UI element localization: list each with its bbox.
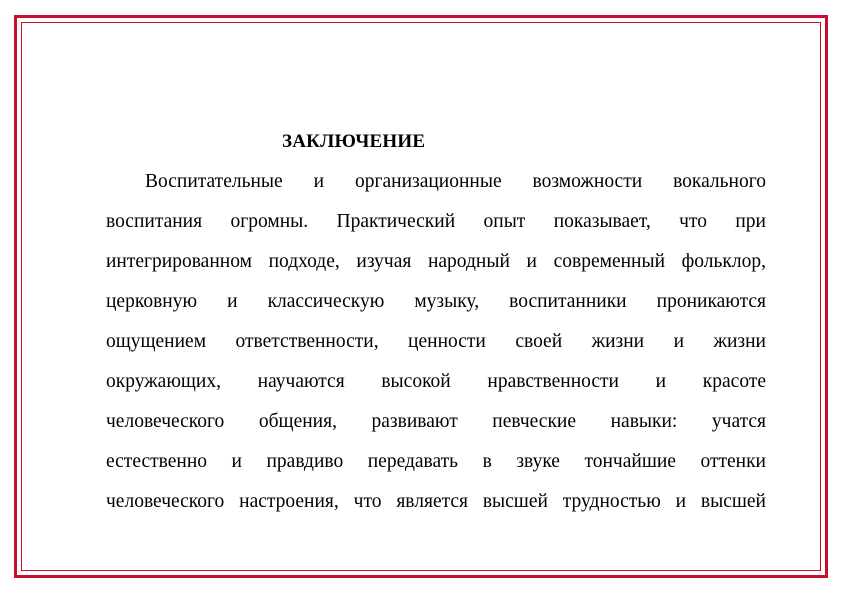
paragraph-line: человеческого настроения, что является высшей трудностью и высшей [106, 491, 766, 512]
paragraph-line: естественно и правдиво передавать в звуке тончайшие оттенки [106, 451, 766, 472]
paragraph-line: ощущением ответственности, ценности своей жизни и жизни [106, 331, 766, 352]
paragraph-line: Воспитательные и организационные возможности вокального [145, 171, 766, 192]
paragraph-line: церковную и классическую музыку, воспитанники проникаются [106, 291, 766, 312]
paragraph-line: интегрированном подходе, изучая народный и современный фольклор, [106, 251, 766, 272]
paragraph-line: окружающих, научаются высокой нравственности и красоте [106, 371, 766, 392]
paragraph-line: воспитания огромны. Практический опыт показывает, что при [106, 211, 766, 232]
paragraph-line: человеческого общения, развивают певческие навыки: учатся [106, 411, 766, 432]
document-body [106, 122, 766, 522]
page-title: ЗАКЛЮЧЕНИЕ [282, 131, 426, 152]
